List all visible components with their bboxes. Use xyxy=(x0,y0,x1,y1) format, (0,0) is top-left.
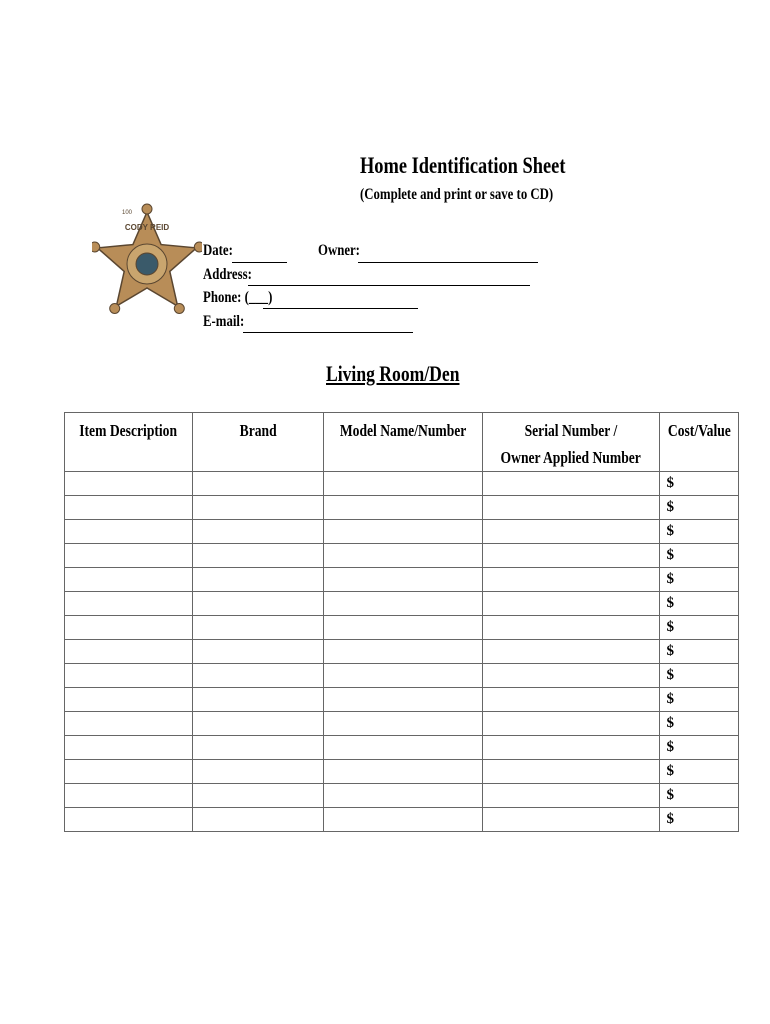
model-cell[interactable] xyxy=(324,712,483,736)
dollar-sign: $ xyxy=(666,715,675,731)
item-description-cell[interactable] xyxy=(65,712,193,736)
model-cell[interactable] xyxy=(324,520,483,544)
phone-label: Phone: (___) xyxy=(203,289,273,306)
item-description-cell[interactable] xyxy=(65,520,193,544)
table-row xyxy=(65,664,739,688)
model-cell[interactable] xyxy=(324,760,483,784)
model-cell[interactable] xyxy=(324,472,483,496)
brand-cell[interactable] xyxy=(193,520,324,544)
table-row xyxy=(65,712,739,736)
column-header-cost: Cost/Value xyxy=(659,413,739,472)
item-description-cell[interactable] xyxy=(65,496,193,520)
table-row xyxy=(65,784,739,808)
cost-cell[interactable] xyxy=(659,544,739,568)
item-description-cell[interactable] xyxy=(65,760,193,784)
table-row xyxy=(65,592,739,616)
model-cell[interactable] xyxy=(324,640,483,664)
serial-cell[interactable] xyxy=(483,592,659,616)
cost-cell[interactable] xyxy=(659,712,739,736)
item-description-cell[interactable] xyxy=(65,640,193,664)
date-line[interactable] xyxy=(232,262,287,263)
table-row xyxy=(65,568,739,592)
brand-cell[interactable] xyxy=(193,568,324,592)
address-label: Address: xyxy=(203,266,252,283)
model-cell[interactable] xyxy=(324,592,483,616)
model-cell[interactable] xyxy=(324,544,483,568)
cost-cell[interactable] xyxy=(659,568,739,592)
serial-cell[interactable] xyxy=(483,712,659,736)
item-description-cell[interactable] xyxy=(65,544,193,568)
cost-cell[interactable] xyxy=(659,616,739,640)
badge-name-text: CODY REID xyxy=(124,223,170,232)
brand-cell[interactable] xyxy=(193,544,324,568)
table-row xyxy=(65,736,739,760)
cost-cell[interactable] xyxy=(659,784,739,808)
cost-cell[interactable] xyxy=(659,688,739,712)
serial-cell[interactable] xyxy=(483,808,659,832)
serial-cell[interactable] xyxy=(483,736,659,760)
dollar-sign: $ xyxy=(666,691,675,707)
brand-cell[interactable] xyxy=(193,496,324,520)
column-header-model: Model Name/Number xyxy=(324,413,483,472)
dollar-sign: $ xyxy=(666,619,675,635)
dollar-sign: $ xyxy=(666,643,675,659)
cost-cell[interactable] xyxy=(659,736,739,760)
dollar-sign: $ xyxy=(666,499,675,515)
sheriff-badge-icon xyxy=(92,172,202,338)
page-title: Home Identification Sheet xyxy=(360,153,566,178)
item-description-cell[interactable] xyxy=(65,736,193,760)
item-description-cell[interactable] xyxy=(65,784,193,808)
owner-label: Owner: xyxy=(318,242,360,259)
serial-cell[interactable] xyxy=(483,784,659,808)
item-description-cell[interactable] xyxy=(65,568,193,592)
serial-cell[interactable] xyxy=(483,496,659,520)
address-line[interactable] xyxy=(248,285,530,286)
serial-cell[interactable] xyxy=(483,616,659,640)
serial-cell[interactable] xyxy=(483,568,659,592)
inventory-table xyxy=(64,412,739,832)
brand-cell[interactable] xyxy=(193,712,324,736)
model-cell[interactable] xyxy=(324,736,483,760)
dollar-sign: $ xyxy=(666,811,675,827)
column-header-brand: Brand xyxy=(193,413,324,472)
dollar-sign: $ xyxy=(666,475,675,491)
item-description-cell[interactable] xyxy=(65,688,193,712)
phone-line[interactable] xyxy=(263,308,418,309)
page-subtitle: (Complete and print or save to CD) xyxy=(360,186,554,203)
serial-cell[interactable] xyxy=(483,664,659,688)
badge-number-text: 100 xyxy=(122,210,133,216)
column-header-serial: Serial Number / Owner Applied Number xyxy=(483,413,659,472)
cost-cell[interactable] xyxy=(659,664,739,688)
dollar-sign: $ xyxy=(666,739,675,755)
dollar-sign: $ xyxy=(666,595,675,611)
item-description-cell[interactable] xyxy=(65,472,193,496)
serial-cell[interactable] xyxy=(483,520,659,544)
item-description-cell[interactable] xyxy=(65,616,193,640)
brand-cell[interactable] xyxy=(193,688,324,712)
brand-cell[interactable] xyxy=(193,592,324,616)
serial-cell[interactable] xyxy=(483,760,659,784)
serial-cell[interactable] xyxy=(483,640,659,664)
serial-cell[interactable] xyxy=(483,688,659,712)
table-row xyxy=(65,520,739,544)
brand-cell[interactable] xyxy=(193,736,324,760)
cost-cell[interactable] xyxy=(659,760,739,784)
dollar-sign: $ xyxy=(666,667,675,683)
cost-cell[interactable] xyxy=(659,520,739,544)
serial-cell[interactable] xyxy=(483,472,659,496)
dollar-sign: $ xyxy=(666,787,675,803)
model-cell[interactable] xyxy=(324,496,483,520)
table-row xyxy=(65,760,739,784)
item-description-cell[interactable] xyxy=(65,808,193,832)
cost-cell[interactable] xyxy=(659,472,739,496)
brand-cell[interactable] xyxy=(193,760,324,784)
brand-cell[interactable] xyxy=(193,784,324,808)
email-label: E-mail: xyxy=(203,313,245,330)
table-row xyxy=(65,472,739,496)
table-row xyxy=(65,640,739,664)
cost-cell[interactable] xyxy=(659,496,739,520)
date-label: Date: xyxy=(203,242,233,259)
dollar-sign: $ xyxy=(666,547,675,563)
model-cell[interactable] xyxy=(324,808,483,832)
brand-cell[interactable] xyxy=(193,472,324,496)
brand-cell[interactable] xyxy=(193,616,324,640)
cost-cell[interactable] xyxy=(659,592,739,616)
model-cell[interactable] xyxy=(324,784,483,808)
table-row xyxy=(65,616,739,640)
table-header-row xyxy=(65,413,739,472)
serial-cell[interactable] xyxy=(483,544,659,568)
table-row xyxy=(65,544,739,568)
item-description-cell[interactable] xyxy=(65,592,193,616)
model-cell[interactable] xyxy=(324,688,483,712)
dollar-sign: $ xyxy=(666,571,675,587)
table-row xyxy=(65,496,739,520)
table-row xyxy=(65,688,739,712)
brand-cell[interactable] xyxy=(193,640,324,664)
model-cell[interactable] xyxy=(324,568,483,592)
dollar-sign: $ xyxy=(666,523,675,539)
table-row xyxy=(65,808,739,832)
cost-cell[interactable] xyxy=(659,640,739,664)
model-cell[interactable] xyxy=(324,616,483,640)
brand-cell[interactable] xyxy=(193,808,324,832)
owner-line[interactable] xyxy=(358,262,538,263)
section-title: Living Room/Den xyxy=(326,361,460,386)
model-cell[interactable] xyxy=(324,664,483,688)
brand-cell[interactable] xyxy=(193,664,324,688)
column-header-item-description: Item Description xyxy=(65,413,193,472)
dollar-sign: $ xyxy=(666,763,675,779)
item-description-cell[interactable] xyxy=(65,664,193,688)
cost-cell[interactable] xyxy=(659,808,739,832)
email-line[interactable] xyxy=(243,332,413,333)
